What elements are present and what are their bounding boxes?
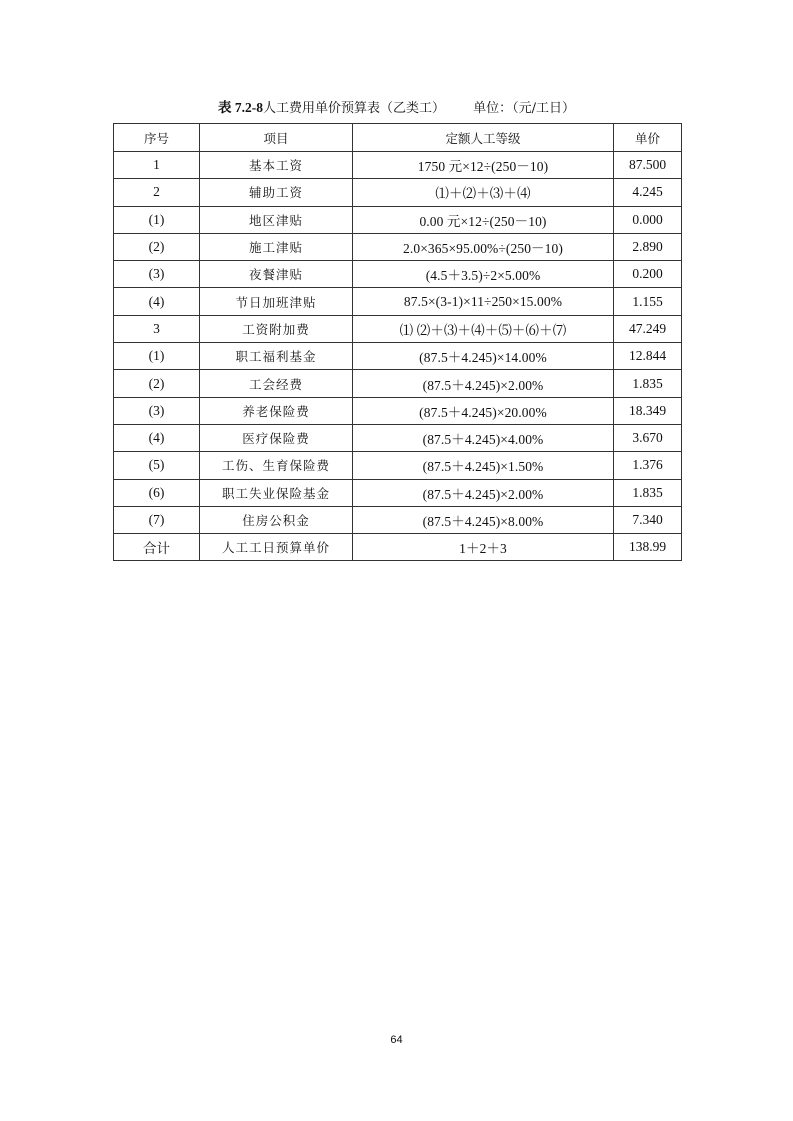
row-price: 0.200 (614, 261, 682, 288)
row-price: 3.670 (614, 424, 682, 451)
row-item: 工会经费 (200, 370, 353, 397)
table-row (114, 315, 682, 342)
table-caption (0, 99, 793, 118)
row-price: 1.376 (614, 452, 682, 479)
table-unit: 单位：（元/工日） (473, 101, 575, 116)
table-row (114, 452, 682, 479)
page-number: 64 (390, 1034, 403, 1046)
table-row (114, 233, 682, 260)
row-price: 138.99 (614, 534, 682, 561)
row-number: (3) (114, 397, 200, 424)
row-number: (2) (114, 233, 200, 260)
row-item: 基本工资 (200, 152, 353, 179)
header-no: 序号 (114, 124, 200, 152)
row-price: 47.249 (614, 315, 682, 342)
table-row (114, 261, 682, 288)
row-price: 1.155 (614, 288, 682, 315)
table-row (114, 370, 682, 397)
row-price: 2.890 (614, 233, 682, 260)
row-number: (1) (114, 343, 200, 370)
row-item: 养老保险费 (200, 397, 353, 424)
row-item: 施工津贴 (200, 233, 353, 260)
row-price: 18.349 (614, 397, 682, 424)
row-formula: (87.5＋4.245)×2.00% (353, 370, 614, 397)
row-price: 4.245 (614, 179, 682, 206)
row-number: 3 (114, 315, 200, 342)
row-price: 0.000 (614, 206, 682, 233)
row-number: (2) (114, 370, 200, 397)
row-formula: (87.5＋4.245)×2.00% (353, 479, 614, 506)
row-price: 1.835 (614, 479, 682, 506)
header-price: 单价 (614, 124, 682, 152)
row-number: 合计 (114, 534, 200, 561)
row-formula: 2.0×365×95.00%÷(250－10) (353, 233, 614, 260)
row-item: 住房公积金 (200, 506, 353, 533)
row-formula: (4.5＋3.5)÷2×5.00% (353, 261, 614, 288)
table-row (114, 479, 682, 506)
row-number: 1 (114, 152, 200, 179)
row-item: 辅助工资 (200, 179, 353, 206)
row-price: 1.835 (614, 370, 682, 397)
row-number: (4) (114, 288, 200, 315)
row-price: 7.340 (614, 506, 682, 533)
row-price: 12.844 (614, 343, 682, 370)
row-price: 87.500 (614, 152, 682, 179)
row-item: 节日加班津贴 (200, 288, 353, 315)
row-formula: (87.5＋4.245)×20.00% (353, 397, 614, 424)
table-row (114, 206, 682, 233)
row-item: 医疗保险费 (200, 424, 353, 451)
row-number: (7) (114, 506, 200, 533)
header-item: 项目 (200, 124, 353, 152)
row-number: 2 (114, 179, 200, 206)
row-item: 夜餐津贴 (200, 261, 353, 288)
row-formula: ⑴ ⑵＋⑶＋⑷＋⑸＋⑹＋⑺ (353, 315, 614, 342)
table-row (114, 397, 682, 424)
table-row (114, 179, 682, 206)
table-number: 表 7.2-8 (218, 100, 264, 115)
row-formula: (87.5＋4.245)×4.00% (353, 424, 614, 451)
labor-cost-table (113, 123, 682, 561)
row-number: (5) (114, 452, 200, 479)
row-item: 职工福利基金 (200, 343, 353, 370)
header-formula: 定额人工等级 (353, 124, 614, 152)
row-number: (4) (114, 424, 200, 451)
table-row (114, 506, 682, 533)
table-row (114, 152, 682, 179)
row-formula: ⑴＋⑵＋⑶＋⑷ (353, 179, 614, 206)
row-formula: 0.00 元×12÷(250－10) (353, 206, 614, 233)
table-row (114, 288, 682, 315)
table-row (114, 343, 682, 370)
row-number: (6) (114, 479, 200, 506)
table-row (114, 534, 682, 561)
row-item: 地区津贴 (200, 206, 353, 233)
row-number: (1) (114, 206, 200, 233)
table-row (114, 424, 682, 451)
table-title: 人工费用单价预算表（乙类工） (263, 101, 446, 116)
row-item: 工伤、生育保险费 (200, 452, 353, 479)
row-number: (3) (114, 261, 200, 288)
row-item: 工资附加费 (200, 315, 353, 342)
row-formula: (87.5＋4.245)×8.00% (353, 506, 614, 533)
row-item: 人工工日预算单价 (200, 534, 353, 561)
row-formula: 1750 元×12÷(250－10) (353, 152, 614, 179)
row-formula: (87.5＋4.245)×14.00% (353, 343, 614, 370)
row-formula: 87.5×(3-1)×11÷250×15.00% (353, 288, 614, 315)
row-formula: 1＋2＋3 (353, 534, 614, 561)
row-formula: (87.5＋4.245)×1.50% (353, 452, 614, 479)
table-header-row (114, 124, 682, 152)
row-item: 职工失业保险基金 (200, 479, 353, 506)
